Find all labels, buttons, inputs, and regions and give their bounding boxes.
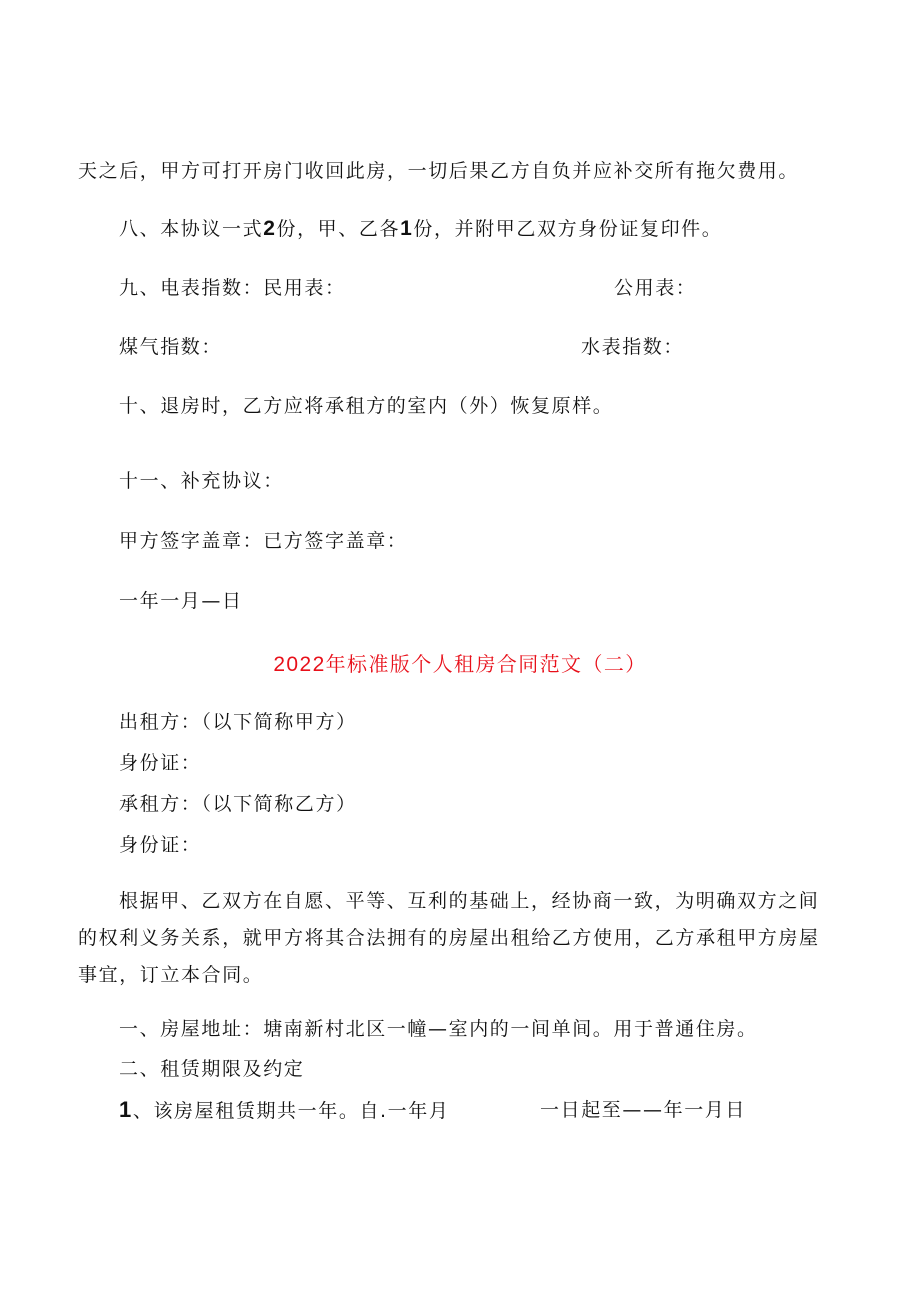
continuation-line: 天之后，甲方可打开房门收回此房，一切后果乙方自负并应补交所有拖欠费用。 [78,160,800,182]
section-2-1-right: 一日起至——年一月日 [540,1099,747,1121]
copies-each: 1 [400,217,414,240]
section-2-1-left [119,1097,449,1124]
clause-9-left: 九、电表指数：民用表： [119,277,346,299]
title-year: 2022 [273,653,326,676]
section-2-1-number: 1 [119,1097,133,1122]
section-title [0,650,920,679]
clause-8-part-a: 八、本协议一式 [119,218,264,240]
lessor-id-line: 身份证： [119,752,202,774]
clause-9-right: 公用表： [614,277,697,299]
gas-meter-label: 煤气指数： [119,336,223,358]
date-line: 一年一月—日 [119,590,243,612]
lessee-id-line: 身份证： [119,834,202,856]
section-2-1-text: 、该房屋租赁期共一年。自.一年月 [132,1100,450,1122]
clause-11: 十一、补充协议： [119,470,284,492]
signature-line: 甲方签字盖章：已方签字盖章： [119,530,408,552]
clause-8-part-c: 份，并附甲乙双方身份证复印件。 [413,218,723,240]
water-meter-label: 水表指数： [581,336,685,358]
intro-paragraph: 根据甲、乙双方在自愿、平等、互利的基础上，经协商一致，为明确双方之间的权利义务关系，就甲方将其合法拥有的房屋出租给乙方使用，乙方承租甲方房屋事宜，订立本合同。 [78,890,820,986]
copies-count: 2 [263,217,277,240]
clause-8-part-b: 份，甲、乙各 [276,218,401,240]
clause-8 [119,216,722,242]
section-2: 二、租赁期限及约定 [119,1058,305,1080]
clause-10: 十、退房时，乙方应将承租方的室内（外）恢复原样。 [119,395,614,417]
lessee-line: 承租方：（以下简称乙方） [119,793,357,815]
lessor-line: 出租方：（以下简称甲方） [119,711,357,733]
section-1: 一、房屋地址：塘南新村北区一幢—室内的一间单间。用于普通住房。 [119,1018,758,1040]
title-text: 年标准版个人租房合同范文（二） [325,652,647,676]
